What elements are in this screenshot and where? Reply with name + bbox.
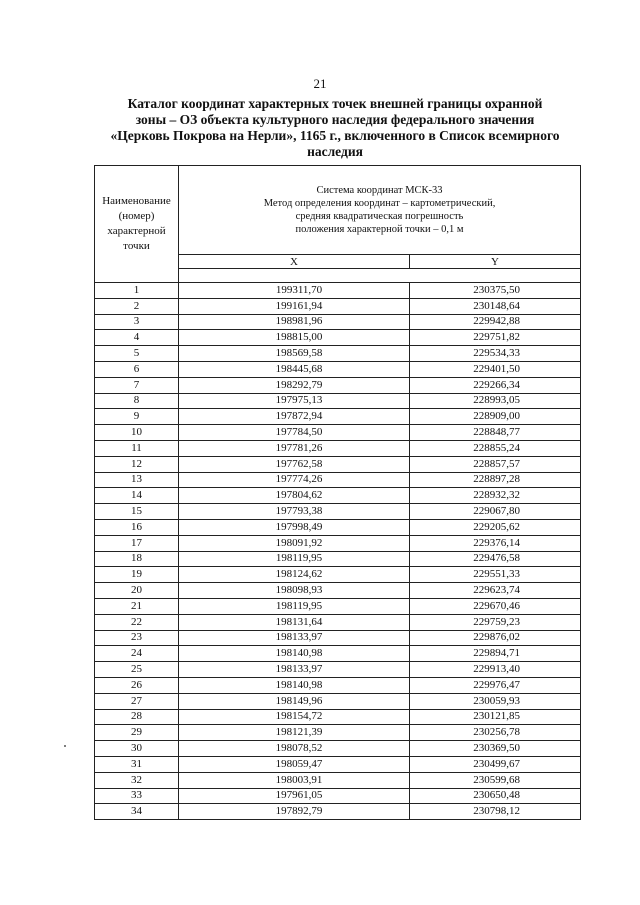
y-coordinate-cell: 230375,50 xyxy=(410,283,581,299)
y-coordinate-cell: 229476,58 xyxy=(410,551,581,567)
y-coordinate-cell: 229623,74 xyxy=(410,583,581,599)
point-number-cell: 21 xyxy=(95,598,179,614)
x-coordinate-cell: 197998,49 xyxy=(179,519,410,535)
y-coordinate-cell: 230121,85 xyxy=(410,709,581,725)
table-row xyxy=(95,346,581,362)
x-coordinate-cell: 197961,05 xyxy=(179,788,410,804)
x-coordinate-cell: 198124,62 xyxy=(179,567,410,583)
y-coordinate-cell: 230650,48 xyxy=(410,788,581,804)
title-line: наследия xyxy=(307,144,363,159)
x-coordinate-cell: 198292,79 xyxy=(179,377,410,393)
table-row xyxy=(95,535,581,551)
x-coordinate-cell: 198981,96 xyxy=(179,314,410,330)
title-line: Каталог координат характерных точек внешней границы охранной xyxy=(127,96,543,111)
table-row xyxy=(95,662,581,678)
x-coordinate-cell: 198140,98 xyxy=(179,677,410,693)
point-number-cell: 30 xyxy=(95,741,179,757)
y-coordinate-cell: 228857,57 xyxy=(410,456,581,472)
point-number-cell: 11 xyxy=(95,440,179,456)
table-row xyxy=(95,709,581,725)
y-coordinate-cell: 228909,00 xyxy=(410,409,581,425)
table-row xyxy=(95,567,581,583)
x-coordinate-cell: 197975,13 xyxy=(179,393,410,409)
x-coordinate-cell: 197781,26 xyxy=(179,440,410,456)
y-coordinate-cell: 229534,33 xyxy=(410,346,581,362)
y-coordinate-cell: 230369,50 xyxy=(410,741,581,757)
x-coordinate-cell: 197892,79 xyxy=(179,804,410,820)
header-line: точки xyxy=(123,240,150,252)
x-coordinate-cell: 197762,58 xyxy=(179,456,410,472)
page-number: 21 xyxy=(313,76,327,91)
x-coordinate-cell: 198154,72 xyxy=(179,709,410,725)
x-coordinate-cell: 197872,94 xyxy=(179,409,410,425)
point-number-cell: 28 xyxy=(95,709,179,725)
point-number-cell: 4 xyxy=(95,330,179,346)
x-coordinate-cell: 198131,64 xyxy=(179,614,410,630)
y-coordinate-cell: 228897,28 xyxy=(410,472,581,488)
point-name-header xyxy=(95,166,179,283)
header-line: Наименование xyxy=(102,195,171,207)
y-coordinate-cell: 230148,64 xyxy=(410,298,581,314)
header-line: положения характерной точки – 0,1 м xyxy=(295,224,464,235)
table-row xyxy=(95,804,581,820)
point-number-cell: 20 xyxy=(95,583,179,599)
table-row xyxy=(95,298,581,314)
x-coordinate-cell: 198149,96 xyxy=(179,693,410,709)
y-coordinate-cell: 229894,71 xyxy=(410,646,581,662)
y-coordinate-cell: 228932,32 xyxy=(410,488,581,504)
point-number-cell: 24 xyxy=(95,646,179,662)
point-number-cell: 25 xyxy=(95,662,179,678)
point-number-cell: 31 xyxy=(95,756,179,772)
y-coordinate-cell: 229942,88 xyxy=(410,314,581,330)
point-number-cell: 10 xyxy=(95,425,179,441)
point-number-cell: 5 xyxy=(95,346,179,362)
table-row xyxy=(95,646,581,662)
table-row xyxy=(95,741,581,757)
y-coordinate-cell: 229551,33 xyxy=(410,567,581,583)
table-row xyxy=(95,361,581,377)
y-coordinate-cell: 229376,14 xyxy=(410,535,581,551)
x-coordinate-cell: 198121,39 xyxy=(179,725,410,741)
table-row xyxy=(95,440,581,456)
table-row xyxy=(95,314,581,330)
title-line: «Церковь Покрова на Нерли», 1165 г., включенного в Список всемирного xyxy=(110,128,560,143)
y-coordinate-cell: 228848,77 xyxy=(410,425,581,441)
table-row xyxy=(95,283,581,299)
x-column-header: X xyxy=(179,255,410,269)
y-coordinate-cell: 228993,05 xyxy=(410,393,581,409)
x-coordinate-cell: 198059,47 xyxy=(179,756,410,772)
x-coordinate-cell: 198569,58 xyxy=(179,346,410,362)
point-number-cell: 3 xyxy=(95,314,179,330)
x-coordinate-cell: 198133,97 xyxy=(179,630,410,646)
point-number-cell: 16 xyxy=(95,519,179,535)
table-row xyxy=(95,598,581,614)
x-coordinate-cell: 198003,91 xyxy=(179,772,410,788)
header-line: характерной xyxy=(107,225,166,237)
table-header-row xyxy=(95,166,581,255)
x-coordinate-cell: 198078,52 xyxy=(179,741,410,757)
x-coordinate-cell: 199161,94 xyxy=(179,298,410,314)
table-row xyxy=(95,772,581,788)
y-coordinate-cell: 230499,67 xyxy=(410,756,581,772)
x-coordinate-cell: 198140,98 xyxy=(179,646,410,662)
point-number-cell: 18 xyxy=(95,551,179,567)
x-coordinate-cell: 198091,92 xyxy=(179,535,410,551)
table-row xyxy=(95,504,581,520)
table-row xyxy=(95,630,581,646)
point-number-cell: 32 xyxy=(95,772,179,788)
point-number-cell: 9 xyxy=(95,409,179,425)
y-coordinate-cell: 229670,46 xyxy=(410,598,581,614)
point-number-cell: 34 xyxy=(95,804,179,820)
point-number-cell: 19 xyxy=(95,567,179,583)
header-line: средняя квадратическая погрешность xyxy=(295,211,464,222)
title-line: зоны – ОЗ объекта культурного наследия федерального значения xyxy=(135,112,535,127)
x-coordinate-cell: 197793,38 xyxy=(179,504,410,520)
table-row xyxy=(95,472,581,488)
point-number-cell: 13 xyxy=(95,472,179,488)
point-number-cell: 22 xyxy=(95,614,179,630)
y-coordinate-cell: 229976,47 xyxy=(410,677,581,693)
coordinates-table xyxy=(94,165,581,820)
table-row xyxy=(95,330,581,346)
table-row xyxy=(95,409,581,425)
point-number-cell: 12 xyxy=(95,456,179,472)
x-coordinate-cell: 197784,50 xyxy=(179,425,410,441)
y-coordinate-cell: 230256,78 xyxy=(410,725,581,741)
y-column-header: Y xyxy=(410,255,581,269)
point-number-cell: 26 xyxy=(95,677,179,693)
table-row xyxy=(95,677,581,693)
point-number-cell: 1 xyxy=(95,283,179,299)
y-coordinate-cell: 229759,23 xyxy=(410,614,581,630)
y-coordinate-cell: 229876,02 xyxy=(410,630,581,646)
y-coordinate-cell: 228855,24 xyxy=(410,440,581,456)
y-coordinate-cell: 229067,80 xyxy=(410,504,581,520)
point-number-cell: 15 xyxy=(95,504,179,520)
x-coordinate-cell: 198133,97 xyxy=(179,662,410,678)
table-row xyxy=(95,788,581,804)
scan-speck xyxy=(64,745,66,747)
y-coordinate-cell: 229205,62 xyxy=(410,519,581,535)
x-coordinate-cell: 199311,70 xyxy=(179,283,410,299)
header-line: (номер) xyxy=(118,210,155,222)
x-coordinate-cell: 197804,62 xyxy=(179,488,410,504)
x-coordinate-cell: 198119,95 xyxy=(179,551,410,567)
table-row xyxy=(95,725,581,741)
document-title xyxy=(90,96,580,160)
x-coordinate-cell: 198119,95 xyxy=(179,598,410,614)
y-coordinate-cell: 229751,82 xyxy=(410,330,581,346)
table-row xyxy=(95,393,581,409)
blank-cell xyxy=(179,269,581,283)
table-row xyxy=(95,377,581,393)
point-number-cell: 23 xyxy=(95,630,179,646)
y-coordinate-cell: 229913,40 xyxy=(410,662,581,678)
point-number-cell: 7 xyxy=(95,377,179,393)
table-row xyxy=(95,456,581,472)
table-row xyxy=(95,425,581,441)
table-row xyxy=(95,519,581,535)
table-row xyxy=(95,583,581,599)
y-coordinate-cell: 230798,12 xyxy=(410,804,581,820)
x-coordinate-cell: 198815,00 xyxy=(179,330,410,346)
point-number-cell: 33 xyxy=(95,788,179,804)
point-number-cell: 14 xyxy=(95,488,179,504)
point-number-cell: 17 xyxy=(95,535,179,551)
point-number-cell: 29 xyxy=(95,725,179,741)
table-row xyxy=(95,693,581,709)
table-row xyxy=(95,756,581,772)
coordinate-system-header xyxy=(179,166,581,255)
point-number-cell: 2 xyxy=(95,298,179,314)
point-number-cell: 27 xyxy=(95,693,179,709)
point-number-cell: 8 xyxy=(95,393,179,409)
header-line: Метод определения координат – картометрический, xyxy=(263,198,496,209)
y-coordinate-cell: 229266,34 xyxy=(410,377,581,393)
x-coordinate-cell: 197774,26 xyxy=(179,472,410,488)
x-coordinate-cell: 198098,93 xyxy=(179,583,410,599)
x-coordinate-cell: 198445,68 xyxy=(179,361,410,377)
table-row xyxy=(95,551,581,567)
y-coordinate-cell: 230599,68 xyxy=(410,772,581,788)
header-line: Система координат МСК-33 xyxy=(316,185,443,196)
point-number-cell: 6 xyxy=(95,361,179,377)
table-row xyxy=(95,614,581,630)
y-coordinate-cell: 230059,93 xyxy=(410,693,581,709)
table-row xyxy=(95,488,581,504)
y-coordinate-cell: 229401,50 xyxy=(410,361,581,377)
